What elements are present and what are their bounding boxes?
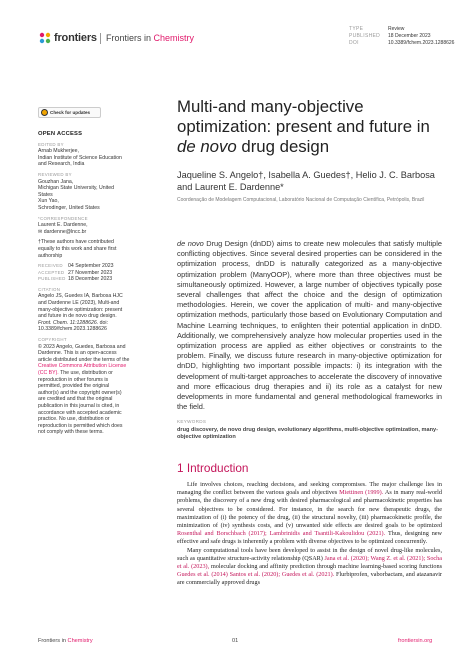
editor-info: Arnab Mukherjee, Indian Institute of Science Education and Research, India	[38, 148, 122, 168]
paragraph-1	[177, 481, 442, 547]
citation-text	[38, 293, 130, 333]
update-check-icon	[41, 109, 48, 116]
keywords: drug discovery, de novo drug design, evolutionary algorithms, multi-objective optimization, many-objective optimization	[177, 427, 438, 441]
cc-by-license-link[interactable]: Creative Commons Attribution License (CC BY).	[38, 363, 127, 376]
citation-body: Angelo JS, Guedes IA, Barbosa HJC and Dardenne LE (2023), Multi-and many-objective optimization: present and future in de novo drug design.	[38, 293, 123, 320]
meta-published-value: 18 December 2023	[388, 33, 431, 40]
journal-prefix: Frontiers in	[106, 33, 154, 43]
title-italic: de novo	[177, 137, 237, 156]
accepted-date: 27 November 2023	[68, 269, 113, 276]
brand-name[interactable]: frontiers	[54, 32, 97, 44]
p1-text-a: Life involves choices, reaching decisions, and seeking compromises. The major challenge lies in managing the conflict between the various goals and objectives	[177, 481, 442, 497]
check-for-updates-label: Check for updates	[50, 110, 91, 115]
reviewer-info: Gouzhan Jana, Michigan State University, United States Xun Yao, Schrodinger, United States	[38, 178, 115, 211]
copyright-body-a: © 2023 Angelo, Guedes, Barbosa and Dardenne. This is an open-access article distributed under the terms of the	[38, 343, 130, 363]
citation-link[interactable]: Jana et al. (2020);	[324, 554, 370, 562]
correspondent-email-link[interactable]: ✉ dardenne@lncc.br	[38, 228, 87, 235]
meta-type-value: Review	[388, 26, 405, 32]
page-number: 01	[232, 638, 239, 644]
paragraph-2	[177, 547, 442, 588]
p1-text-d: Thus, designing new effective and safe drugs is inherently a problem with diverse objectives to be optimized concurrently.	[177, 530, 443, 546]
check-for-updates-button[interactable]	[38, 107, 101, 118]
article-title	[177, 97, 447, 157]
article-sidebar	[38, 131, 130, 436]
published-label: PUBLISHED	[38, 276, 66, 282]
copyright-label: COPYRIGHT	[38, 337, 67, 343]
published-date: 18 December 2023	[68, 276, 113, 283]
p2-text-a: Many computational tools have been developed to assist in the design of novel drug-like molecules, such as quantitative structure-activity relationship (QSAR)	[177, 546, 442, 562]
title-part-a: Multi-and many-objective optimization: present and future in	[177, 97, 430, 136]
meta-type	[349, 26, 454, 33]
copyright-text	[38, 344, 130, 436]
reviewed-by-label: REVIEWED BY	[38, 171, 72, 177]
title-part-b: drug design	[236, 137, 330, 156]
article-dates	[38, 263, 130, 283]
frontiers-logo-icon	[38, 31, 52, 45]
meta-published-key: PUBLISHED	[349, 33, 381, 40]
journal-name: Chemistry	[153, 33, 195, 43]
meta-doi-key: DOI	[349, 40, 359, 47]
edited-by-label: EDITED BY	[38, 141, 64, 147]
accepted-label: ACCEPTED	[38, 269, 65, 275]
copyright-body-b: The use, distribution or reproduction in other forums is permitted, provided the original author(s) and the copyright owner(s) are credited and that the original publication in this journal is cited, in accordance with accepted academic practice. No use, distribution or reproduction is permitted which does not comply with these terms.	[38, 370, 123, 436]
article-meta	[349, 26, 454, 48]
abstract-text: Drug Design (dnDD) aims to create new molecules that satisfy multiple conflicting objectives. Since several desired properties can be considered in the optimization process, dnDD is naturally categorized as a many-objective optimization problem (ManyOOP), where more than three objectives must be simultaneously optimized. However, a large number of objectives typically pose several challenges that affect the choice and the design of optimization methodologies. Herein, we cover the application of multi- and many-objective optimization methods, particularly those based on Evolutionary Computation and Machine Learning techniques, to enlighten their potential application in dnDD. Additionally, we comprehensively analyze how molecular properties used in the optimization process are applied as either objectives or constraints to the problem. Finally, we discuss future research in many-objective optimization for dnDD, highlighting two important possible impacts: i) its integration with the development of multi-target approaches to accelerate the discovery of innovative and more efficacious drug therapies and ii) its role as a catalyst for new developments in more fundamental and general methodological frameworks in the field.	[177, 239, 442, 412]
p1-text-b: As in many real-world problems, the discovery of a new drug with desired pharmacological and pharmacokinetic properties has several objectives to be considered. For instance, in the search for new therapeutic drugs, the maximization of (i) the potency of the drug, (ii) the structural novelty, (iii) pharmacokinetic profile, the minimization of (iv) synthesis costs, and (v) unwanted side effects are desired goals to be optimized	[177, 489, 442, 530]
citation-link[interactable]: Wang Z. et al. (2021); Socha et al. (2023),	[177, 554, 442, 571]
section-heading: 1 Introduction	[177, 461, 249, 475]
affiliation: Coordenação de Modelagem Computacional, Laboratório Nacional de Computação Científica, Petrópolis, Brazil	[177, 197, 425, 203]
citation-label: CITATION	[38, 286, 61, 292]
citation-doi[interactable]: doi: 10.3389/fchem.2023.1288626	[38, 319, 109, 333]
header-divider	[100, 33, 101, 44]
meta-type-key: TYPE	[349, 26, 364, 32]
footer-journal[interactable]	[38, 638, 93, 644]
citation-link[interactable]: Miettinen (1999).	[339, 489, 384, 497]
meta-published	[349, 33, 454, 40]
citation-link[interactable]: Lambrinidis and Tsantili-Kakoulidou (2021).	[266, 530, 386, 538]
author-list[interactable]: Jaqueline S. Angelo†, Isabella A. Guedes†, Helio J. C. Barbosa and Laurent E. Dardenne*	[177, 170, 435, 192]
correspondent-name: Laurent E. Dardenne,	[38, 222, 88, 229]
p2-text-d: Flurbiprofen, vaborbactam, and atazanavir are commercially approved drugs	[177, 571, 442, 587]
correspondence-label: *CORRESPONDENCE	[38, 215, 88, 221]
meta-doi-value[interactable]: 10.3389/fchem.2023.1288626	[388, 40, 455, 47]
open-access-label: OPEN ACCESS	[38, 131, 83, 137]
abstract	[177, 239, 442, 412]
citation-journal: Front. Chem. 11:1288626.	[38, 319, 99, 326]
footer-journal-name: Chemistry	[67, 638, 93, 644]
citation-link[interactable]: Rosenthal and Borschbach (2017);	[177, 530, 267, 538]
p2-text-b: molecular docking and affinity prediction through machine learning-based scoring functions	[209, 563, 442, 571]
footer-journal-prefix: Frontiers in	[38, 638, 68, 644]
received-label: RECEIVED	[38, 263, 63, 269]
site-link[interactable]: frontiersin.org	[398, 638, 433, 644]
citation-link[interactable]: Guedes et al. (2014) Santos et al. (2020); Guedes et al. (2021).	[177, 571, 335, 579]
abstract-italic: de novo	[177, 239, 204, 248]
equal-contribution-note: †These authors have contributed equally to this work and share first authorship	[38, 239, 117, 259]
meta-doi[interactable]	[349, 40, 454, 47]
received-date: 04 September 2023	[68, 263, 114, 270]
body-text	[177, 481, 442, 588]
keywords-label: KEYWORDS	[177, 419, 207, 424]
journal-title[interactable]	[106, 33, 194, 43]
